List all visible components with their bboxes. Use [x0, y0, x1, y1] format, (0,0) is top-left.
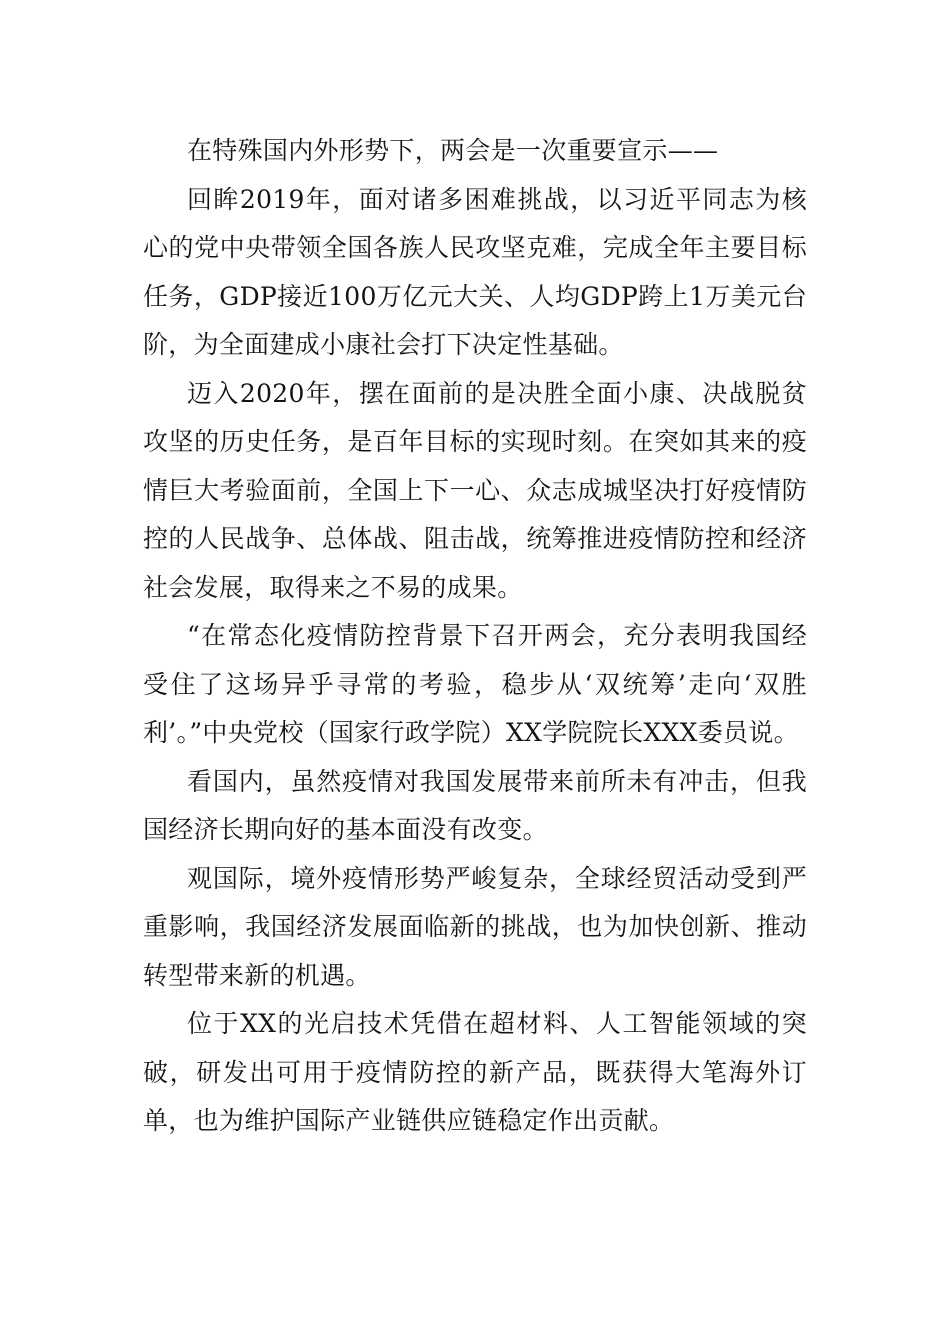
paragraph-international: 观国际，境外疫情形势严峻复杂，全球经贸活动受到严重影响，我国经济发展面临新的挑战，也为加快创新、推动转型带来新的机遇。: [143, 863, 807, 990]
paragraph-2020-outlook: 迈入2020年，摆在面前的是决胜全面小康、决战脱贫攻坚的历史任务，是百年目标的实现时刻。在突如其来的疫情巨大考验面前，全国上下一心、众志成城坚决打好疫情防控的人民战争、总体战、阻击战，统筹推进疫情防控和经济社会发展，取得来之不易的成果。: [143, 378, 807, 602]
paragraph-2019-review: 回眸2019年，面对诸多困难挑战，以习近平同志为核心的党中央带领全国各族人民攻坚克难，完成全年主要目标任务，GDP接近100万亿元大关、人均GDP跨上1万美元台阶，为全面建成小康社会打下决定性基础。: [143, 184, 807, 359]
paragraph-example: 位于XX的光启技术凭借在超材料、人工智能领域的突破，研发出可用于疫情防控的新产品，既获得大笔海外订单，也为维护国际产业链供应链稳定作出贡献。: [143, 1009, 807, 1135]
paragraph-quote: “在常态化疫情防控背景下召开两会，充分表明我国经受住了这场异乎寻常的考验，稳步从‘双统筹’走向‘双胜利’。”中央党校（国家行政学院）XX学院院长XXX委员说。: [143, 621, 807, 747]
document-body: [143, 127, 807, 1146]
paragraph-intro: 在特殊国内外形势下，两会是一次重要宣示——: [187, 136, 719, 165]
paragraph-domestic: 看国内，虽然疫情对我国发展带来前所未有冲击，但我国经济长期向好的基本面没有改变。: [143, 766, 807, 844]
